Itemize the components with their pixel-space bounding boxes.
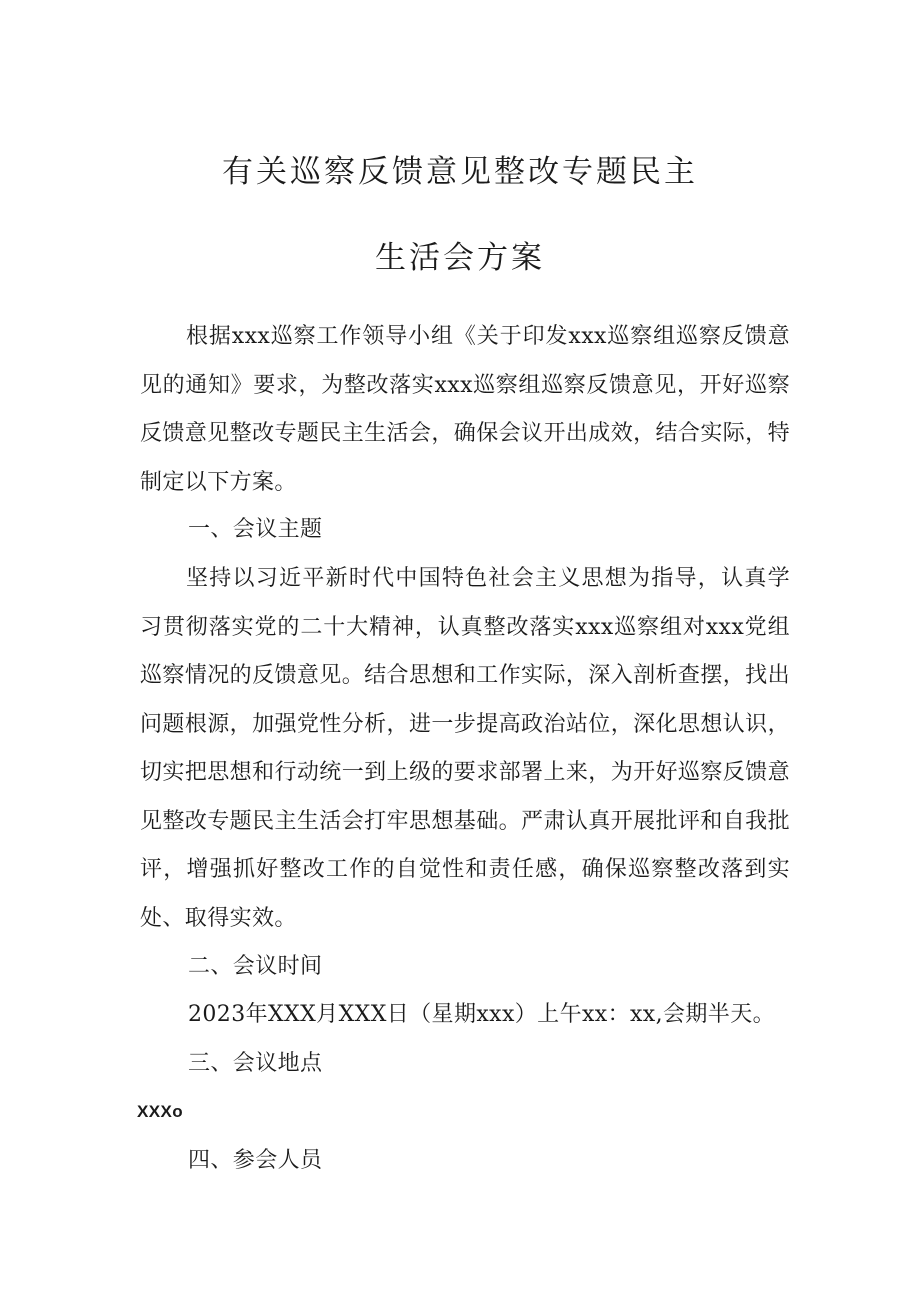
section-heading-theme: 一、会议主题 — [188, 517, 323, 542]
section-heading-location: 三、会议地点 — [188, 1051, 323, 1076]
document-title-line-2: 生活会方案 — [375, 240, 545, 276]
section-heading-time: 二、会议时间 — [188, 954, 323, 979]
document-title-line-1: 有关巡察反馈意见整改专题民主 — [222, 154, 698, 190]
section-body-theme: 坚持以习近平新时代中国特色社会主义思想为指导，认真学习贯彻落实党的二十大精神，认真整改落实xxx巡察组对xxx党组巡察情况的反馈意见。结合思想和工作实际，深入剖析查摆，找出问题根源，加强党性分析，进一步提高政治站位，深化思想认识，切实把思想和行动统一到上级的要求部署上来，为开好巡察反馈意见整改专题民主生活会打牢思想基础。严肃认真开展批评和自我批评，增强抓好整改工作的自觉性和责任感，确保巡察整改落到实处、取得实效。 — [140, 566, 790, 931]
intro-paragraph: 根据xxx巡察工作领导小组《关于印发xxx巡察组巡察反馈意见的通知》要求，为整改落实xxx巡察组巡察反馈意见，开好巡察反馈意见整改专题民主生活会，确保会议开出成效，结合实际，特制定以下方案。 — [140, 324, 790, 495]
section-body-time: 2023年XXX月XXX日（星期xxx）上午xx：xx,会期半天。 — [188, 1002, 776, 1027]
section-body-location: XXXo — [137, 1102, 184, 1121]
section-heading-attendees: 四、参会人员 — [188, 1148, 323, 1173]
